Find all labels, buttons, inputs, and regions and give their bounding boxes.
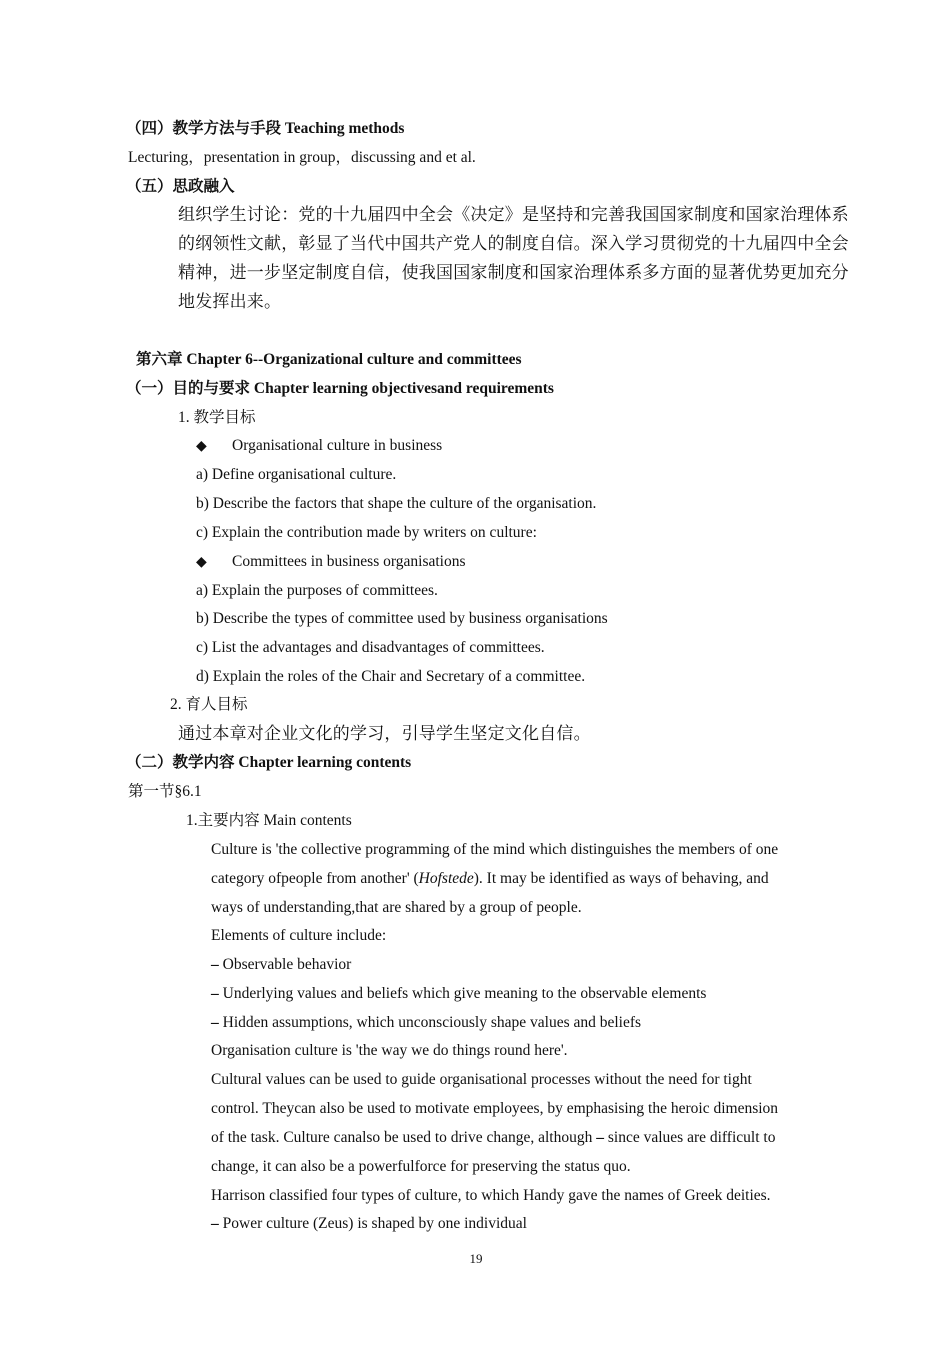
objectives-heading: （一）目的与要求 Chapter learning objectivesand requirements [126,380,554,397]
objective-item: b) Describe the factors that shape the culture of the organisation. [196,495,597,512]
objective-item: d) Explain the roles of the Chair and Secretary of a committee. [196,668,586,685]
objective-item: a) Explain the purposes of committees. [196,582,438,599]
dash-bullet: – [211,1014,219,1031]
body-text-line: ways of understanding,that are shared by a group of people. [211,899,582,916]
chapter-title: 第六章 Chapter 6--Organizational culture and committees [136,351,522,368]
body-text-line: Organisation culture is 'the way we do things round here'. [211,1042,568,1059]
diamond-bullet-icon: ◆ [196,439,207,454]
ideology-paragraph-line: 地发挥出来。 [178,292,282,311]
ideology-paragraph-line: 的纲领性文献，彰显了当代中国共产党人的制度自信。深入学习贯彻党的十九届四中全会 [178,234,849,253]
dash-list-item: – Observable behavior [211,956,352,973]
dash-bullet: – [211,985,219,1002]
dash-list-item: – Power culture (Zeus) is shaped by one individual [211,1215,527,1232]
body-text-line: Harrison classified four types of culture, to which Handy gave the names of Greek deities. [211,1187,771,1204]
dash-list-item: – Underlying values and beliefs which give meaning to the observable elements [211,985,707,1002]
main-contents-label: 1.主要内容 Main contents [186,812,352,829]
teaching-methods-heading: （四）教学方法与手段 Teaching methods [126,120,405,137]
body-text-line: change, it can also be a powerfulforce for preserving the status quo. [211,1158,631,1175]
dash-bullet: – [211,1215,219,1232]
citation-hofstede: Hofstede [418,870,474,887]
education-goals-label: 2. 育人目标 [170,696,248,713]
bullet-list-item [196,436,442,457]
body-text-line: Culture is 'the collective programming of the mind which distinguishes the members of one [211,841,779,858]
dash-bullet: – [211,956,219,973]
objective-item: b) Describe the types of committee used by business organisations [196,610,608,627]
page-number: 19 [469,1251,483,1266]
section-label: 第一节§6.1 [128,783,202,800]
body-text-line: of the task. Culture canalso be used to drive change, although – since values are difficult to [211,1129,776,1146]
teaching-methods-text: Lecturing，presentation in group，discussing and et al. [128,149,476,166]
dash-list-item: – Hidden assumptions, which unconsciously shape values and beliefs [211,1014,642,1031]
teaching-goals-label: 1. 教学目标 [178,409,256,426]
topic-culture: Organisational culture in business [232,437,443,454]
bullet-list-item [196,552,466,573]
body-text-line: control. Theycan also be used to motivate employees, by emphasising the heroic dimension [211,1100,779,1117]
education-goals-text: 通过本章对企业文化的学习，引导学生坚定文化自信。 [178,724,591,743]
ideology-paragraph-line: 精神，进一步坚定制度自信，使我国国家制度和国家治理体系多方面的显著优势更加充分 [178,263,849,282]
objective-item: a) Define organisational culture. [196,466,397,483]
topic-committees: Committees in business organisations [232,553,466,570]
body-text-line: Cultural values can be used to guide organisational processes without the need for tight [211,1071,752,1088]
body-text-line: category ofpeople from another' (Hofstede). It may be identified as ways of behaving, and [211,870,769,887]
objective-item: c) List the advantages and disadvantages of committees. [196,639,545,656]
ideology-paragraph-line: 组织学生讨论：党的十九届四中全会《决定》是坚持和完善我国国家制度和国家治理体系 [178,205,849,224]
contents-heading: （二）教学内容 Chapter learning contents [126,754,412,771]
diamond-bullet-icon: ◆ [196,555,207,570]
ideology-heading: （五）思政融入 [126,178,235,195]
elements-intro: Elements of culture include: [211,927,387,944]
objective-item: c) Explain the contribution made by writers on culture: [196,524,537,541]
